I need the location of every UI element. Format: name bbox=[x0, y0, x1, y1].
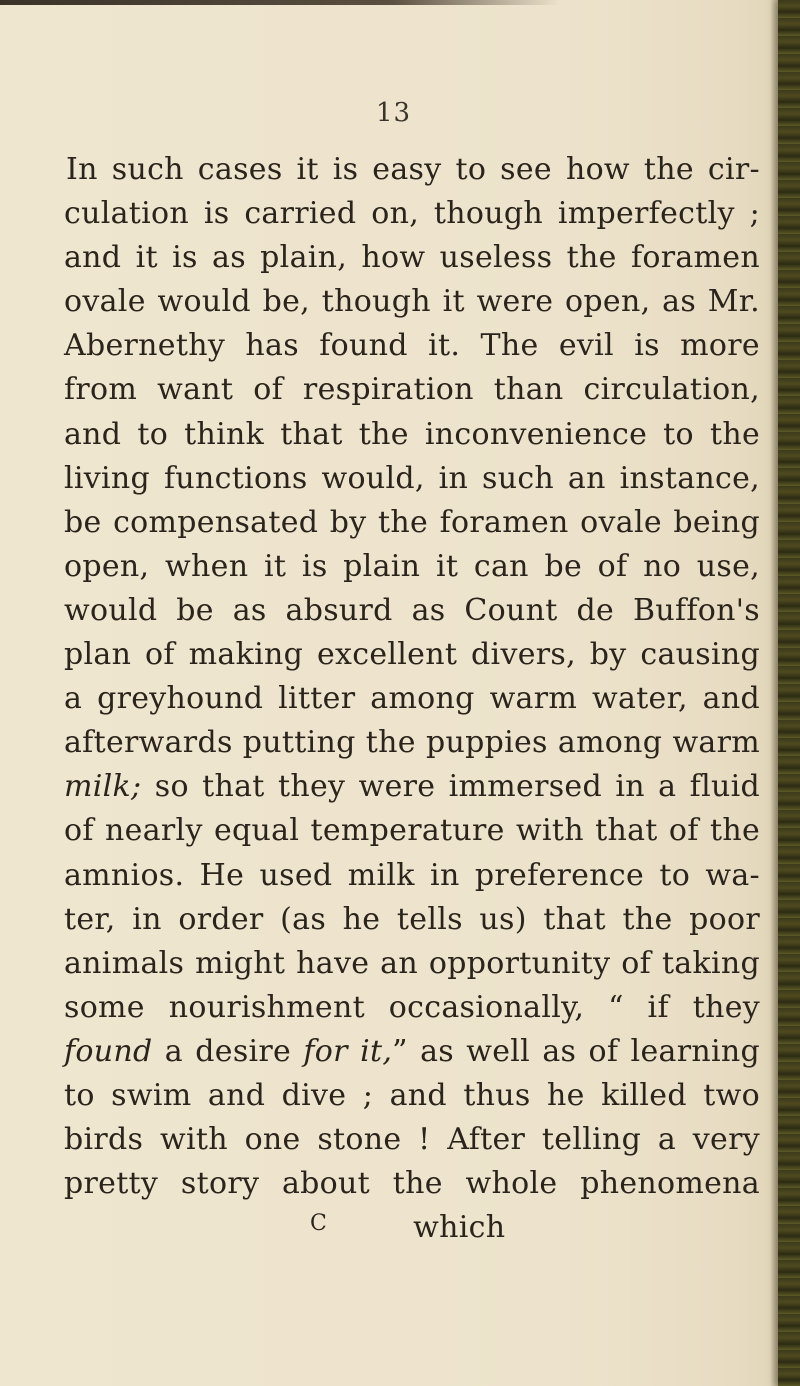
text-line: some nourishment occasionally, “ if they bbox=[64, 989, 760, 1025]
line-remainder: so that they were immersed in a fluid bbox=[141, 769, 760, 805]
line-segment: ” as well as of learning bbox=[392, 1033, 760, 1069]
text-line: In such cases it is easy to see how the cir- bbox=[66, 152, 760, 187]
text-line: plan of making excellent divers, by causing bbox=[64, 637, 760, 673]
body-text bbox=[64, 148, 760, 1250]
text-line: afterwards putting the puppies among warm bbox=[64, 725, 760, 761]
text-line: a greyhound litter among warm water, and bbox=[64, 681, 760, 717]
text-line: living functions would, in such an instance, bbox=[64, 460, 760, 496]
italic-phrase: for it, bbox=[303, 1033, 393, 1069]
footer-line bbox=[64, 1206, 760, 1250]
text-line: Abernethy has found it. The evil is more bbox=[64, 328, 760, 364]
line-segment: a desire bbox=[152, 1033, 304, 1069]
text-line: be compensated by the foramen ovale being bbox=[64, 504, 760, 540]
text-line: animals might have an opportunity of taking bbox=[64, 945, 760, 981]
text-line: ter, in order (as he tells us) that the poor bbox=[64, 901, 760, 937]
page-number: 13 bbox=[376, 98, 412, 128]
text-line-quote bbox=[64, 1030, 760, 1074]
book-binding-edge bbox=[778, 0, 800, 1386]
italic-word: found bbox=[64, 1033, 153, 1069]
text-line: of nearly equal temperature with that of the bbox=[64, 813, 760, 849]
text-line: to swim and dive ; and thus he killed two bbox=[64, 1077, 760, 1113]
catchword: which bbox=[413, 1210, 506, 1246]
text-line: birds with one stone ! After telling a very bbox=[64, 1122, 760, 1158]
text-line: and to think that the inconvenience to the bbox=[64, 416, 760, 452]
text-line: amnios. He used milk in preference to wa- bbox=[64, 857, 760, 893]
text-line: ovale would be, though it were open, as Mr. bbox=[64, 284, 760, 320]
italic-word: milk; bbox=[64, 769, 142, 805]
text-line: would be as absurd as Count de Buffon's bbox=[64, 592, 760, 628]
page-top-edge bbox=[0, 0, 560, 5]
text-line: and it is as plain, how useless the foramen bbox=[64, 240, 760, 276]
text-line: culation is carried on, though imperfectly ; bbox=[64, 196, 760, 232]
text-line-italic-start bbox=[64, 765, 760, 809]
text-line: pretty story about the whole phenomena bbox=[64, 1166, 760, 1202]
text-line: from want of respiration than circulation, bbox=[64, 372, 760, 408]
binding-shadow bbox=[770, 0, 778, 1386]
text-line: open, when it is plain it can be of no use, bbox=[64, 548, 760, 584]
signature-mark: C bbox=[310, 1211, 328, 1237]
